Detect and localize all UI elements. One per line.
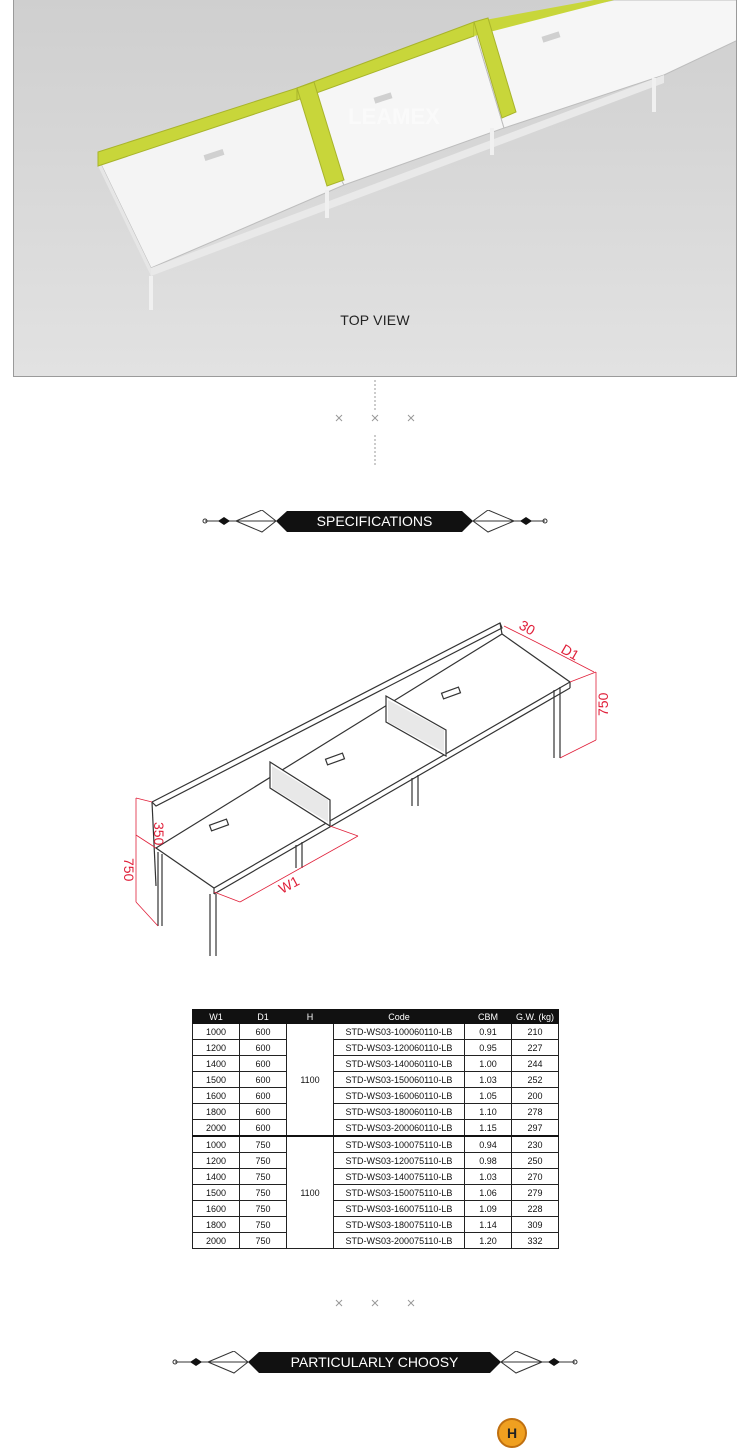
header-h: H xyxy=(287,1010,334,1024)
cell-gw: 210 xyxy=(512,1024,559,1040)
cell-w1: 1800 xyxy=(193,1104,240,1120)
cell-d1: 600 xyxy=(240,1056,287,1072)
cell-d1: 750 xyxy=(240,1217,287,1233)
table-row xyxy=(193,1217,559,1233)
table-row xyxy=(193,1024,559,1040)
cell-cbm: 0.98 xyxy=(465,1153,512,1169)
cell-gw: 228 xyxy=(512,1201,559,1217)
cell-cbm: 0.94 xyxy=(465,1136,512,1153)
cell-d1: 750 xyxy=(240,1136,287,1153)
cell-cbm: 1.06 xyxy=(465,1185,512,1201)
cell-cbm: 0.91 xyxy=(465,1024,512,1040)
cell-w1: 1500 xyxy=(193,1072,240,1088)
cell-code: STD-WS03-150075110-LB xyxy=(334,1185,465,1201)
dimension-diagram xyxy=(100,590,620,970)
cell-code: STD-WS03-100060110-LB xyxy=(334,1024,465,1040)
cell-cbm: 1.03 xyxy=(465,1072,512,1088)
dim-30-label: 30 xyxy=(516,616,538,639)
cell-d1: 750 xyxy=(240,1153,287,1169)
cell-w1: 1000 xyxy=(193,1024,240,1040)
cell-cbm: 1.14 xyxy=(465,1217,512,1233)
specifications-banner xyxy=(0,510,750,540)
header-d1: D1 xyxy=(240,1010,287,1024)
table-row xyxy=(193,1136,559,1153)
logo-letter: H xyxy=(506,1425,518,1441)
dim-350-label: 350 xyxy=(151,822,167,846)
header-cbm: CBM xyxy=(465,1010,512,1024)
cell-cbm: 1.00 xyxy=(465,1056,512,1072)
cell-gw: 297 xyxy=(512,1120,559,1137)
table-row xyxy=(193,1072,559,1088)
leamex-watermark: LEAMEX xyxy=(348,104,440,129)
table-row xyxy=(193,1233,559,1249)
hero-caption: TOP VIEW xyxy=(340,312,410,328)
cell-gw: 244 xyxy=(512,1056,559,1072)
cell-d1: 600 xyxy=(240,1104,287,1120)
cell-h: 1100 xyxy=(287,1136,334,1249)
cell-d1: 750 xyxy=(240,1169,287,1185)
cell-d1: 600 xyxy=(240,1040,287,1056)
cell-cbm: 1.10 xyxy=(465,1104,512,1120)
header-code: Code xyxy=(334,1010,465,1024)
cell-code: STD-WS03-180060110-LB xyxy=(334,1104,465,1120)
cell-code: STD-WS03-180075110-LB xyxy=(334,1217,465,1233)
cell-gw: 227 xyxy=(512,1040,559,1056)
cell-w1: 1200 xyxy=(193,1153,240,1169)
cell-code: STD-WS03-120075110-LB xyxy=(334,1153,465,1169)
dim-750-left-label: 750 xyxy=(121,858,137,882)
cell-code: STD-WS03-200075110-LB xyxy=(334,1233,465,1249)
cell-d1: 750 xyxy=(240,1185,287,1201)
cell-cbm: 1.05 xyxy=(465,1088,512,1104)
table-row xyxy=(193,1153,559,1169)
table-row xyxy=(193,1088,559,1104)
decorative-separator xyxy=(0,380,750,470)
cell-w1: 1600 xyxy=(193,1201,240,1217)
cell-d1: 750 xyxy=(240,1201,287,1217)
table-row xyxy=(193,1040,559,1056)
cell-d1: 600 xyxy=(240,1120,287,1137)
cell-code: STD-WS03-100075110-LB xyxy=(334,1136,465,1153)
cell-w1: 1500 xyxy=(193,1185,240,1201)
cell-gw: 309 xyxy=(512,1217,559,1233)
cell-gw: 278 xyxy=(512,1104,559,1120)
cell-gw: 252 xyxy=(512,1072,559,1088)
cell-code: STD-WS03-140075110-LB xyxy=(334,1169,465,1185)
dim-750-right-label: 750 xyxy=(595,692,611,716)
cell-d1: 600 xyxy=(240,1088,287,1104)
cell-cbm: 1.20 xyxy=(465,1233,512,1249)
cell-gw: 270 xyxy=(512,1169,559,1185)
table-header-row xyxy=(193,1010,559,1024)
cell-cbm: 1.09 xyxy=(465,1201,512,1217)
cell-h: 1100 xyxy=(287,1024,334,1137)
brand-logo-icon xyxy=(497,1418,527,1448)
cell-code: STD-WS03-160075110-LB xyxy=(334,1201,465,1217)
cell-gw: 332 xyxy=(512,1233,559,1249)
specifications-table xyxy=(192,1009,559,1249)
table-row xyxy=(193,1056,559,1072)
cell-w1: 1400 xyxy=(193,1169,240,1185)
particularly-choosy-banner xyxy=(0,1351,750,1381)
particularly-choosy-title: PARTICULARLY CHOOSY xyxy=(290,1354,459,1370)
cell-w1: 1200 xyxy=(193,1040,240,1056)
cell-code: STD-WS03-140060110-LB xyxy=(334,1056,465,1072)
dim-d1-label: D1 xyxy=(558,640,583,664)
cell-d1: 750 xyxy=(240,1233,287,1249)
cell-gw: 250 xyxy=(512,1153,559,1169)
cell-cbm: 1.15 xyxy=(465,1120,512,1137)
cell-w1: 2000 xyxy=(193,1233,240,1249)
cell-gw: 279 xyxy=(512,1185,559,1201)
decorative-separator-2 xyxy=(0,1296,750,1310)
cell-code: STD-WS03-200060110-LB xyxy=(334,1120,465,1137)
cell-cbm: 0.95 xyxy=(465,1040,512,1056)
cell-code: STD-WS03-120060110-LB xyxy=(334,1040,465,1056)
table-row xyxy=(193,1185,559,1201)
table-row xyxy=(193,1169,559,1185)
cell-cbm: 1.03 xyxy=(465,1169,512,1185)
table-row xyxy=(193,1201,559,1217)
cell-d1: 600 xyxy=(240,1024,287,1040)
table-row xyxy=(193,1120,559,1137)
cell-w1: 2000 xyxy=(193,1120,240,1137)
header-w1: W1 xyxy=(193,1010,240,1024)
cell-w1: 1400 xyxy=(193,1056,240,1072)
cell-gw: 230 xyxy=(512,1136,559,1153)
table-row xyxy=(193,1104,559,1120)
top-view-render xyxy=(13,0,737,377)
cell-w1: 1000 xyxy=(193,1136,240,1153)
specifications-title: SPECIFICATIONS xyxy=(316,513,433,529)
cell-code: STD-WS03-160060110-LB xyxy=(334,1088,465,1104)
cell-d1: 600 xyxy=(240,1072,287,1088)
dim-w1-label: W1 xyxy=(275,872,302,897)
cell-w1: 1800 xyxy=(193,1217,240,1233)
cell-w1: 1600 xyxy=(193,1088,240,1104)
cell-code: STD-WS03-150060110-LB xyxy=(334,1072,465,1088)
header-gw: G.W. (kg) xyxy=(512,1010,559,1024)
cell-gw: 200 xyxy=(512,1088,559,1104)
